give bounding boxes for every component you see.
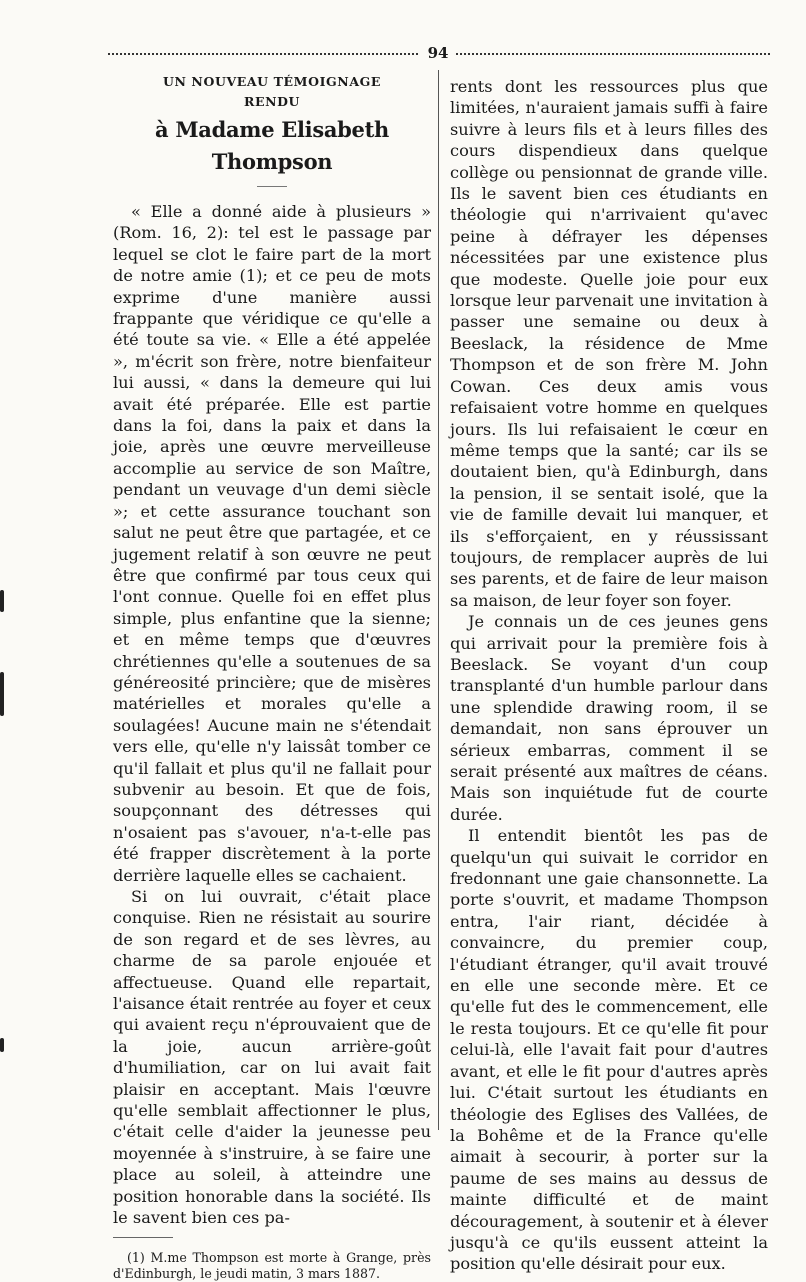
article-title-line2: RENDU — [243, 94, 301, 109]
right-column — [450, 76, 768, 1275]
margin-mark — [0, 672, 4, 716]
header-rule-right — [456, 53, 770, 55]
margin-mark — [0, 1038, 4, 1052]
left-paragraph-1: « Elle a donné aide à plusieurs » (Rom. 16, 2): tel est le passage par lequel se clot le faire part de la mort de notre amie (1); et ce peu de mots exprime d'une manière aussi frappante que véridique ce qu'elle a été toute sa vie. « Elle a été appelée », m'écrit son frère, notre bienfaiteur lui aussi, « dans la demeure qui lui avait été préparée. Elle est partie dans la foi, dans la paix et dans la joie, après une œuvre merveilleuse accomplie au service de son Maître, pendant un veuvage d'un demi siècle »; et cette assurance touchant son salut ne peut être que partagée, et ce jugement relatif à son œuvre ne peut être que confirmé par tous ceux qui l'ont connue. Quelle foi en effet plus simple, plus enfantine que la sienne; et en même temps que d'œuvres chrétiennes qu'elle a soutenues de sa généreosité princière; que de misères matérielles et morales qu'elle a soulagées! Aucune main ne s'étendait vers elle, qu'elle n'y laissât tomber ce qu'il fallait et plus qu'il ne fallait pour subvenir au besoin. Et que de fois, soupçonnant des détresses qui n'osaient pas s'avouer, n'a-t-elle pas été frapper discrètement à la porte derrière laquelle elles se cachaient. — [113, 202, 431, 885]
page-header — [108, 42, 770, 66]
right-paragraph-3: Il entendit bientôt les pas de quelqu'un qui suivait le corridor en fredonnant une gaie chansonnette. La porte s'ouvrit, et madame Thompson entra, l'air riant, décidée à convaincre, du premier coup, l'étudiant étranger, qu'il avait trouvé en elle une seconde mère. Et ce qu'elle fut des le commencement, elle le resta toujours. Et ce qu'elle fit pour celui-là, elle l'avait fait pour d'autres avant, et elle le fit pour d'autres après lui. C'était surtout les étudiants en théologie des Eglises des Vallées, de la Bohême et de la France qu'elle aimait à secourir, à porter sur la paume de ses mains au dessus de mainte difficulté et de maint découragement, à soutenir et à élever jusqu'à ce qu'ils eussent atteint la position qu'elle désirait pour eux. — [450, 826, 768, 1274]
column-divider — [438, 70, 439, 1130]
left-paragraph-2: Si on lui ouvrait, c'était place conquise. Rien ne résistait au sourire de son regard et de ses lèvres, au charme de sa parole enjouée et affectueuse. Quand elle repartait, l'aisance était rentrée au foyer et ceux qui avaient reçu n'éprouvaient que de la joie, aucun arrière-goût d'humiliation, car on lui avait fait plaisir en acceptant. Mais l'œuvre qu'elle semblait affectionner le plus, c'était celle d'aider la jeunesse peu moyennée à s'instruire, à se faire une place au soleil, à atteindre une position honorable dans la société. Ils le savent bien ces pa- — [113, 887, 431, 1228]
header-rule-left — [108, 53, 418, 55]
footnote: (1) M.me Thompson est morte à Grange, près d'Edinburgh, le jeudi matin, 3 mars 1887. — [113, 1249, 431, 1281]
page-number: 94 — [427, 44, 449, 62]
right-paragraph-1: rents dont les ressources plus que limitées, n'auraient jamais suffi à faire suivre à leurs fils et à leurs filles des cours dispendieux dans quelque collège ou pensionnat de grande ville. Ils le savent bien ces étudiants en théologie qui n'arrivaient qu'avec peine à défrayer les dépenses nécessitées par une existence plus que modeste. Quelle joie pour eux lorsque leur parvenait une invitation à passer une semaine ou deux à Beeslack, la résidence de Mme Thompson et de son frère M. John Cowan. Ces deux amis vous refaisaient votre homme en quelques jours. Ils lui refaisaient le cœur en même temps que la santé; car ils se doutaient bien, qu'à Edinburgh, dans la pension, il se sentait isolé, que la vie de famille devait lui manquer, et ils s'efforçaient, en y réussissant toujours, de remplacer auprès de lui ses parents, et de faire de leur maison sa maison, de leur foyer son foyer. — [450, 77, 768, 610]
article-title-line3: à Madame Elisabeth Thompson — [155, 117, 389, 174]
footnote-rule — [113, 1237, 173, 1238]
margin-mark — [0, 590, 4, 612]
title-separator — [257, 186, 287, 187]
left-column — [113, 72, 431, 1282]
article-title-line1: UN NOUVEAU TÉMOIGNAGE — [162, 74, 382, 89]
right-paragraph-2: Je connais un de ces jeunes gens qui arrivait pour la première fois à Beeslack. Se voyant d'un coup transplanté d'un humble parlour dans une splendide drawing room, il se demandait, non sans éprouver un sérieux embarras, comment il se serait présenté aux maîtres de céans. Mais son inquiétude fut de courte durée. — [450, 612, 768, 824]
